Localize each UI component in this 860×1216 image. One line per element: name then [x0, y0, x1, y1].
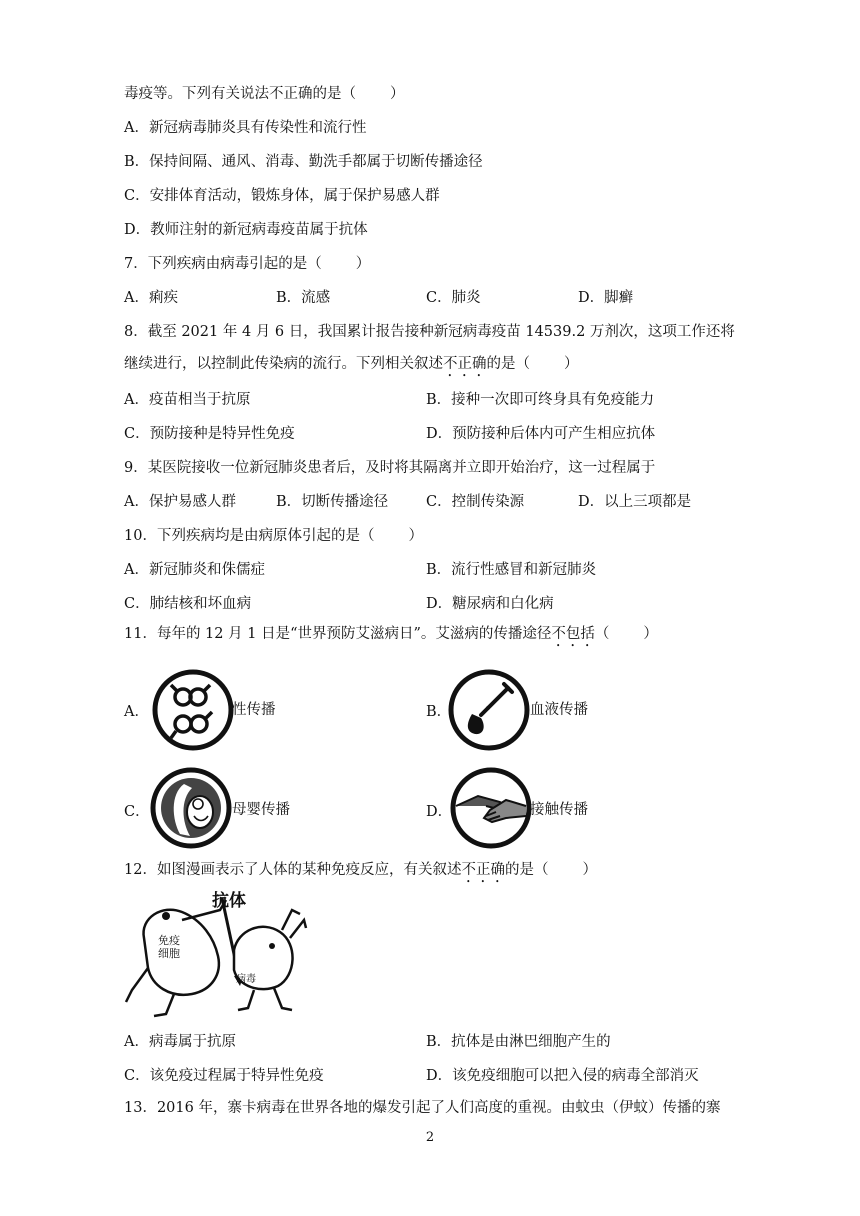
q12-option-d: D．该免疫细胞可以把入侵的病毒全部消灭 [426, 1068, 699, 1084]
q6-stem-text: 毒疫等。下列有关说法不正确的是（ [124, 86, 356, 102]
q8-option-a: A．疫苗相当于抗原 [124, 392, 251, 408]
q11-letter-b: B． [426, 704, 452, 720]
q12-emphasis: 不正确 [461, 862, 505, 878]
q11-stem-text: 11．每年的 12 月 1 日是“世界预防艾滋病日”。艾滋病的传播途径 [124, 626, 552, 642]
q11-label-a: 性传播 [232, 702, 276, 718]
q10-option-c: C．肺结核和坏血病 [124, 596, 252, 612]
q9-stem: 9．某医院接收一位新冠肺炎患者后，及时将其隔离并立即开始治疗，这一过程属于 [124, 460, 656, 476]
q11-stem [124, 624, 658, 650]
q11-label-d: 接触传播 [530, 802, 588, 818]
q8-stem-part1: 继续进行，以控制此传染病的流行。下列相关叙述 [124, 356, 443, 372]
q6-option-c: C．安排体育活动，锻炼身体，属于保护易感人群 [124, 188, 440, 204]
antibody-label: 抗体 [212, 891, 246, 911]
q12-stem [124, 860, 597, 886]
q6-stem-tail [124, 84, 405, 104]
q6-option-d: D．教师注射的新冠病毒疫苗属于抗体 [124, 222, 368, 238]
q7-option-c: C．肺炎 [426, 290, 481, 306]
q7-stem [124, 254, 370, 274]
q9-option-d: D．以上三项都是 [578, 494, 692, 510]
q11-letter-d: D． [426, 804, 453, 820]
q7-close-paren: ） [355, 256, 371, 272]
immune-cartoon [122, 890, 312, 1020]
q8-close-paren: ） [564, 356, 579, 372]
q11-letter-c: C． [124, 804, 150, 820]
q11-close-paren: ） [643, 626, 658, 642]
q12-option-b: B．抗体是由淋巴细胞产生的 [426, 1034, 611, 1050]
q11-label-b: 血液传播 [530, 702, 588, 718]
q8-emphasis: 不正确 [443, 356, 487, 372]
q10-option-a: A．新冠肺炎和侏儒症 [124, 562, 265, 578]
q8-stem-line1: 8．截至 2021 年 4 月 6 日，我国累计报告接种新冠病毒疫苗 14539.2 万剂次，这项工作还将 [124, 324, 735, 340]
q8-stem-part3: 的是（ [486, 356, 530, 372]
page-number: 2 [425, 1130, 435, 1145]
q8-stem-line2 [124, 354, 579, 380]
q12-stem-text: 12．如图漫画表示了人体的某种免疫反应，有关叙述 [124, 862, 462, 878]
q9-option-b: B．切断传播途径 [276, 494, 389, 510]
mother-infant-transmission-icon [150, 766, 232, 850]
q6-option-a: A．新冠病毒肺炎具有传染性和流行性 [124, 120, 367, 136]
blood-transmission-icon [448, 668, 530, 752]
q7-option-b: B．流感 [276, 290, 331, 306]
virus-label: 病毒 [236, 974, 256, 985]
q10-option-d: D．糖尿病和白化病 [426, 596, 554, 612]
q10-close-paren: ） [408, 528, 423, 544]
q6-close-paren: ） [390, 86, 405, 102]
q11-open-paren: （ [594, 626, 610, 642]
sexual-transmission-icon [152, 668, 234, 752]
q11-letter-a: A． [124, 704, 149, 720]
q10-stem-text: 10．下列疾病均是由病原体引起的是（ [124, 528, 375, 544]
contact-transmission-icon [450, 766, 532, 850]
q12-stem-part3: 的是（ [504, 862, 549, 878]
q8-option-c: C．预防接种是特异性免疫 [124, 426, 295, 442]
q12-close-paren: ） [582, 862, 597, 878]
q9-option-a: A．保护易感人群 [124, 494, 236, 510]
q12-option-c: C．该免疫过程属于特异性免疫 [124, 1068, 324, 1084]
q9-option-c: C．控制传染源 [426, 494, 525, 510]
q11-emphasis: 不包括 [551, 626, 595, 642]
q10-option-b: B．流行性感冒和新冠肺炎 [426, 562, 597, 578]
immune-cell-label: 免疫细胞 [158, 934, 180, 960]
q6-option-b: B．保持间隔、通风、消毒、勤洗手都属于切断传播途径 [124, 154, 483, 170]
q11-label-c: 母婴传播 [232, 802, 290, 818]
q7-option-d: D．脚癣 [578, 290, 634, 306]
q8-option-d: D．预防接种后体内可产生相应抗体 [426, 426, 656, 442]
q13-stem: 13．2016 年，寨卡病毒在世界各地的爆发引起了人们高度的重视。由蚊虫（伊蚊）传播的寨 [124, 1100, 721, 1116]
q7-option-a: A．痢疾 [124, 290, 178, 306]
q12-option-a: A．病毒属于抗原 [124, 1034, 236, 1050]
q7-stem-text: 7．下列疾病由病毒引起的是（ [124, 256, 322, 272]
q10-stem [124, 526, 423, 546]
q8-option-b: B．接种一次即可终身具有免疫能力 [426, 392, 655, 408]
